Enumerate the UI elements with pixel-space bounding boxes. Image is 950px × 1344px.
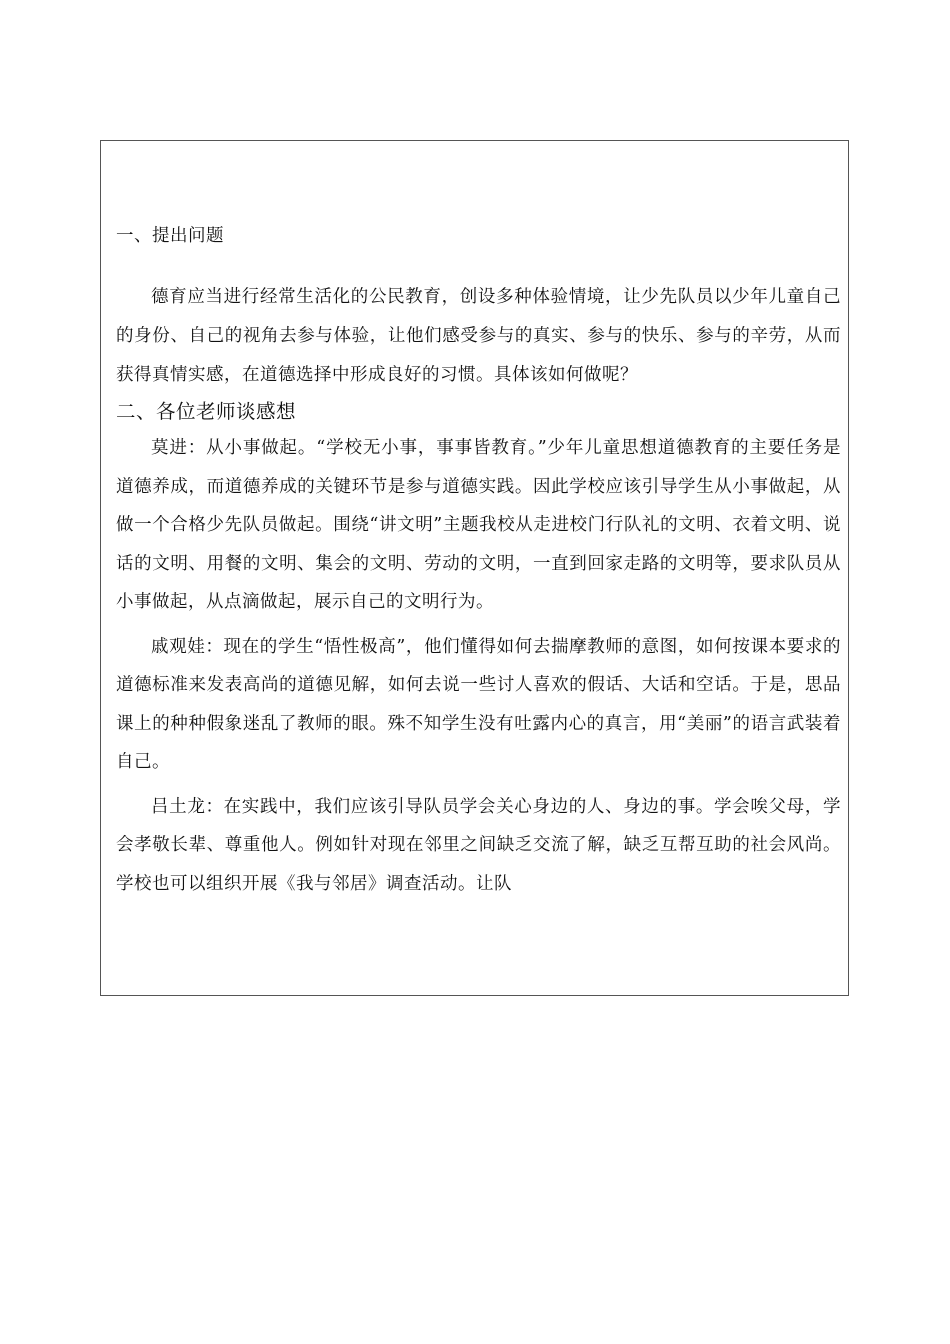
section-heading-2: 二、各位老师谈感想 xyxy=(116,400,297,423)
section-1-paragraph: 德育应当进行经常生活化的公民教育，创设多种体验情境，让少先队员以少年儿童自己的身份、自己的视角去参与体验，让他们感受参与的真实、参与的快乐、参与的辛劳，从而获得真情实感，在道德选择中形成良好的习惯。具体该如何做呢？ xyxy=(116,287,841,385)
teacher-comment-paragraph: 吕土龙：在实践中，我们应该引导队员学会关心身边的人、身边的事。学会唉父母，学会孝敬长辈、尊重他人。例如针对现在邻里之间缺乏交流了解，缺乏互帮互助的社会风尚。学校也可以组织开展《我与邻居》调查活动。让队 xyxy=(116,796,841,894)
teacher-comment-paragraph: 戚观娃：现在的学生“悟性极高”，他们懂得如何去揣摩教师的意图，如何按课本要求的道德标准来发表高尚的道德见解，如何去说一些讨人喜欢的假话、大话和空话。于是，思品课上的种种假象迷乱了教师的眼。殊不知学生没有吐露内心的真言，用“美丽”的语言武装着自己。 xyxy=(116,636,841,772)
teacher-comment-paragraph: 莫进：从小事做起。“学校无小事，事事皆教育。”少年儿童思想道德教育的主要任务是道德养成，而道德养成的关键环节是参与道德实践。因此学校应该引导学生从小事做起，从做一个合格少先队员做起。围绕“讲文明”主题我校从走进校门行队礼的文明、衣着文明、说话的文明、用餐的文明、集会的文明、劳动的文明，一直到回家走路的文明等，要求队员从小事做起，从点滴做起，展示自己的文明行为。 xyxy=(116,438,841,612)
section-heading-1: 一、提出问题 xyxy=(116,226,224,246)
document-table-cell xyxy=(100,140,849,996)
cell-content xyxy=(116,217,841,903)
